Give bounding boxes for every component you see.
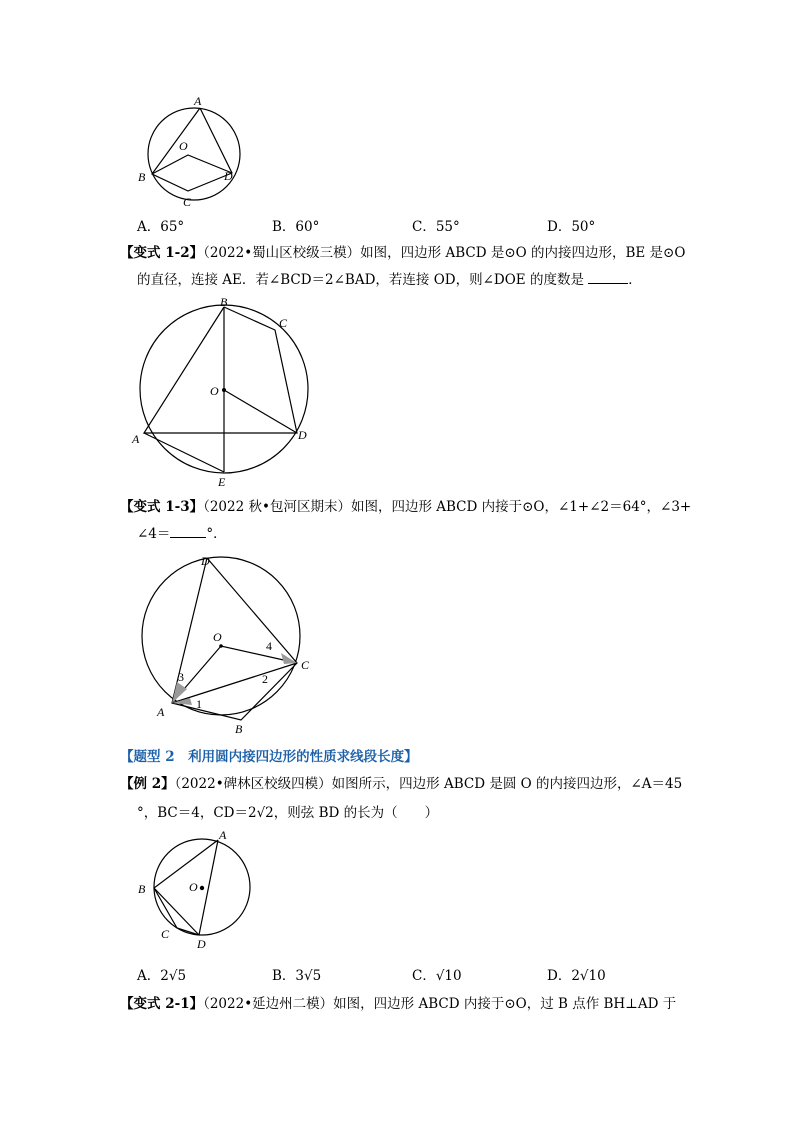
point-label-e: E — [218, 475, 226, 489]
point-label-b: B — [220, 295, 228, 309]
point-label-o: O — [213, 630, 222, 644]
point-label-d: D — [298, 428, 307, 442]
option-d[interactable]: D．2√10 — [547, 968, 606, 984]
problem-tag: 【变式 2-1】 — [120, 996, 204, 1012]
point-label-a: A — [219, 828, 227, 842]
option-a[interactable]: A．65° — [137, 219, 185, 235]
option-a[interactable]: A．2√5 — [137, 968, 187, 984]
point-label-b: B — [138, 170, 146, 184]
option-b[interactable]: B．3√5 — [272, 968, 322, 984]
point-label-a: A — [157, 705, 165, 719]
point-label-c: C — [301, 658, 310, 672]
point-label-a: A — [194, 94, 202, 108]
section-heading-type-2: 【题型 2 利用圆内接四边形的性质求线段长度】 — [120, 749, 418, 765]
answer-blank[interactable] — [170, 537, 206, 538]
point-label-b: B — [138, 882, 146, 896]
point-label-d: D — [201, 554, 210, 568]
point-label-b: B — [235, 722, 243, 736]
option-c[interactable]: C．55° — [412, 219, 460, 235]
problem-variant-1-3-line-1: 【变式 1-3】（2022 秋•包河区期末）如图，四边形 ABCD 内接于⊙O，∠1+∠2＝64°，∠3+ — [120, 499, 692, 515]
point-label-o: O — [210, 384, 219, 398]
figure-4-circle-abcd — [135, 825, 260, 953]
point-label-d: D — [197, 937, 206, 951]
option-b[interactable]: B．60° — [272, 219, 320, 235]
figure-1-circle-abcd — [130, 92, 250, 214]
angle-label-2: 2 — [262, 672, 268, 686]
problem-tag: 【变式 1-3】 — [120, 499, 204, 515]
point-label-d: D — [224, 169, 233, 183]
option-d[interactable]: D．50° — [547, 219, 596, 235]
point-label-a: A — [132, 432, 140, 446]
answer-blank[interactable] — [588, 283, 628, 284]
point-label-c: C — [279, 316, 288, 330]
point-label-o: O — [179, 139, 188, 153]
problem-tag: 【例 2】 — [120, 776, 175, 792]
figure-2-circle-with-diameter-be — [130, 292, 320, 492]
problem-example-2-line-1: 【例 2】（2022•碑林区校级四模）如图所示，四边形 ABCD 是圆 O 的内接四边形，∠A＝45 — [120, 776, 683, 792]
problem-variant-1-2-line-2: 的直径，连接 AE．若∠BCD＝2∠BAD，若连接 OD，则∠DOE 的度数是 ． — [137, 272, 642, 288]
figure-3-quadrilateral-angles — [135, 550, 330, 738]
angle-label-3: 3 — [178, 670, 184, 684]
angle-label-4: 4 — [266, 639, 272, 653]
point-label-o: O — [189, 880, 198, 894]
problem-tag: 【变式 1-2】 — [120, 245, 204, 261]
point-label-c: C — [183, 195, 192, 209]
angle-label-1: 1 — [196, 697, 202, 711]
problem-variant-1-3-line-2: ∠4＝ °． — [137, 526, 227, 542]
problem-variant-2-1-line-1: 【变式 2-1】（2022•延边州二模）如图，四边形 ABCD 内接于⊙O，过 B 点作 BH⊥AD 于 — [120, 996, 677, 1012]
problem-variant-1-2-line-1: 【变式 1-2】（2022•蜀山区校级三模）如图，四边形 ABCD 是⊙O 的内接四边形，BE 是⊙O — [120, 245, 686, 261]
problem-example-2-line-2: °，BC＝4，CD＝2√2，则弦 BD 的长为（ ） — [137, 805, 439, 821]
point-label-c: C — [161, 927, 170, 941]
option-c[interactable]: C．√10 — [412, 968, 462, 984]
